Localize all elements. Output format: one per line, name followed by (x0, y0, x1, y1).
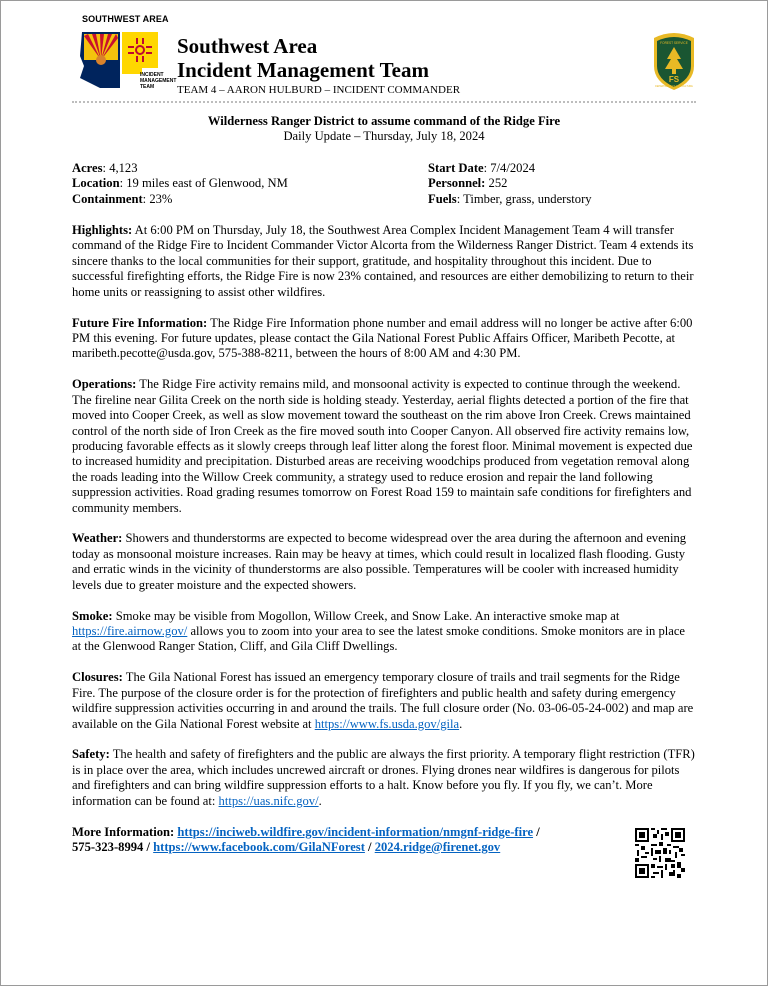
document-title: Wilderness Ranger District to assume command of the Ridge Fire (207, 114, 561, 128)
location-value: : 19 miles east of Glenwood, NM (119, 176, 288, 191)
safety-label: Safety: (72, 747, 110, 762)
safety-text-1: The health and safety of firefighters and the public are always the first priority. A temporary flight restriction (TFR) is in place over the area, which includes uncrewed aircraft or drones. Flying drones near wildfires is dangerous for pilots and firefighters and can bring wildfire suppression efforts to a halt. Know before you fly. If you fly, we can’t. More information can be found at: (72, 747, 695, 808)
highlights-section (72, 223, 696, 300)
uas-link[interactable]: https://uas.nifc.gov/ (218, 793, 319, 808)
highlights-label: Highlights: (72, 223, 133, 238)
fuels-value: : Timber, grass, understory (456, 191, 592, 206)
fire-facts-left (72, 161, 428, 207)
document-subtitle: Daily Update – Thursday, July 18, 2024 (283, 129, 485, 144)
southwest-area-logo (76, 14, 177, 96)
personnel-value: 252 (485, 176, 508, 191)
future-info-label: Future Fire Information: (72, 315, 208, 330)
title-line-2: Incident Management Team (177, 58, 429, 82)
future-info-text: The Ridge Fire Information phone number and email address will no longer be active after 6:00 PM this evening. For future updates, please contact the Gila National Forest Public Affairs Officer, Maribeth Pecotte, at maribeth.pecotte@usda.gov, 575-388-8211, between the hours of 8:00 AM and 4:30 PM. (72, 315, 693, 361)
smoke-text-1: Smoke may be visible from Mogollon, Willow Creek, and Snow Lake. An interactive smoke map at (112, 608, 620, 623)
title-line-1: Southwest Area (177, 34, 318, 58)
shield-top-text: FOREST SERVICE (660, 41, 688, 45)
operations-section (72, 377, 696, 516)
document-body (72, 114, 696, 855)
letterhead (72, 14, 696, 100)
arizona-new-mexico-shapes-icon (76, 26, 172, 96)
closures-text-1: The Gila National Forest has issued an emergency temporary closure of trails and trail segments for the Ridge Fire. The purpose of the closure order is for the protection of firefighters and public health and safety during emergency wildfire suppression activities occurring in and around the trails. The full closure order (No. 03-06-05-24-002) and map are available on the Gila National Forest website at (72, 670, 694, 731)
smoke-text-2: allows you to zoom into your area to see the latest smoke conditions. Smoke monitors are in place at the Glenwood Ranger Station, Cliff, and Gila Cliff Dwellings. (72, 623, 686, 654)
start-date-value: : 7/4/2024 (483, 160, 536, 175)
team-line: TEAM 4 – AARON HULBURD – INCIDENT COMMANDER (177, 84, 461, 96)
smoke-label: Smoke: (72, 608, 113, 623)
shield-bottom-text: DEPARTMENT OF AGRICULTURE (655, 85, 693, 88)
more-info-section (72, 825, 696, 856)
forest-service-shield-icon (650, 30, 698, 92)
containment-label: Containment (72, 191, 143, 206)
future-info-section (72, 316, 696, 362)
header-divider (72, 101, 696, 103)
start-date-label: Start Date (428, 160, 484, 175)
containment-value: : 23% (142, 191, 173, 206)
airnow-link[interactable]: https://fire.airnow.gov/ (72, 623, 188, 638)
facebook-link[interactable]: https://www.facebook.com/GilaNForest (153, 839, 365, 854)
closures-section (72, 670, 696, 732)
location-label: Location (72, 176, 120, 191)
safety-text-2: . (318, 793, 322, 808)
logo-small-line-2: MANAGEMENT (140, 78, 177, 84)
weather-label: Weather: (72, 531, 123, 546)
weather-text: Showers and thunderstorms are expected to become widespread over the area during the afternoon and evening today as monsoonal moisture increases. Rain may be heavy at times, which could result in localized flash flooding. Gusty and erratic winds in the vicinity of thunderstorms are also possible. Temperatures will be cooler with increased humidity levels due to greater moisture and the expected showers. (72, 531, 687, 592)
personnel-label: Personnel: (428, 176, 486, 191)
shield-letters: FS (668, 75, 680, 84)
more-info-label: More Information: (72, 824, 178, 839)
more-separator-1: / (533, 824, 540, 839)
fuels-label: Fuels (428, 191, 457, 206)
gila-forest-link[interactable]: https://www.fs.usda.gov/gila (314, 716, 460, 731)
organization-title (177, 34, 429, 82)
closures-label: Closures: (72, 670, 123, 685)
weather-section (72, 531, 696, 593)
more-separator-2: / (364, 839, 375, 854)
smoke-section (72, 609, 696, 655)
email-link[interactable]: 2024.ridge@firenet.gov (374, 839, 501, 854)
logo-top-text: SOUTHWEST AREA (82, 14, 169, 24)
logo-small-line-3: TEAM (140, 84, 155, 90)
closures-text-2: . (459, 716, 463, 731)
more-phone: 575-323-8994 / (72, 839, 154, 854)
qr-code-icon[interactable] (635, 828, 685, 878)
operations-label: Operations: (72, 377, 137, 392)
fire-facts (72, 161, 696, 207)
logo-small-line-1: INCIDENT (140, 72, 164, 78)
inciweb-link[interactable]: https://inciweb.wildfire.gov/incident-information/nmgnf-ridge-fire (177, 824, 534, 839)
fire-facts-right (428, 161, 696, 207)
highlights-text: At 6:00 PM on Thursday, July 18, the Southwest Area Complex Incident Management Team 4 will transfer command of the Ridge Fire to Incident Commander Victor Alcorta from the Wilderness Ranger District. Team 4 extends its sincere thanks to the local communities for their support, gratitude, and hospitality throughout this incident. Due to successful firefighting efforts, the Ridge Fire is now 23% contained, and resources are either demobilizing to return to their home units or reassigning to assist other wildfires. (72, 223, 694, 299)
operations-text: The Ridge Fire activity remains mild, and monsoonal activity is expected to continue through the weekend. The fireline near Gilita Creek on the north side is holding steady. Yesterday, aerial flights detected a portion of the fire that moved into Cooper Creek, as well as slow movement toward the southeast on the rim above Iron Creek. Crews maintained control of the north side of Iron Creek as the fire moved south into Cooper Canyon. All observed fire activity remains low, producing favorable effects as it slowly creeps through leaf litter along the forest floor. Minimal movement is expected due to increased humidity and precipitation. Disturbed areas are receiving woodchips produced from vegetation removal along the roads leading into the Willow Creek community, a strategy used to reduce erosion and repair the land following suppression activities. Road grading resumes tomorrow on Forest Road 159 to maintain safe conditions for firefighters and community members. (72, 377, 693, 515)
acres-value: : 4,123 (102, 160, 138, 175)
acres-label: Acres (72, 160, 103, 175)
safety-section (72, 747, 696, 809)
